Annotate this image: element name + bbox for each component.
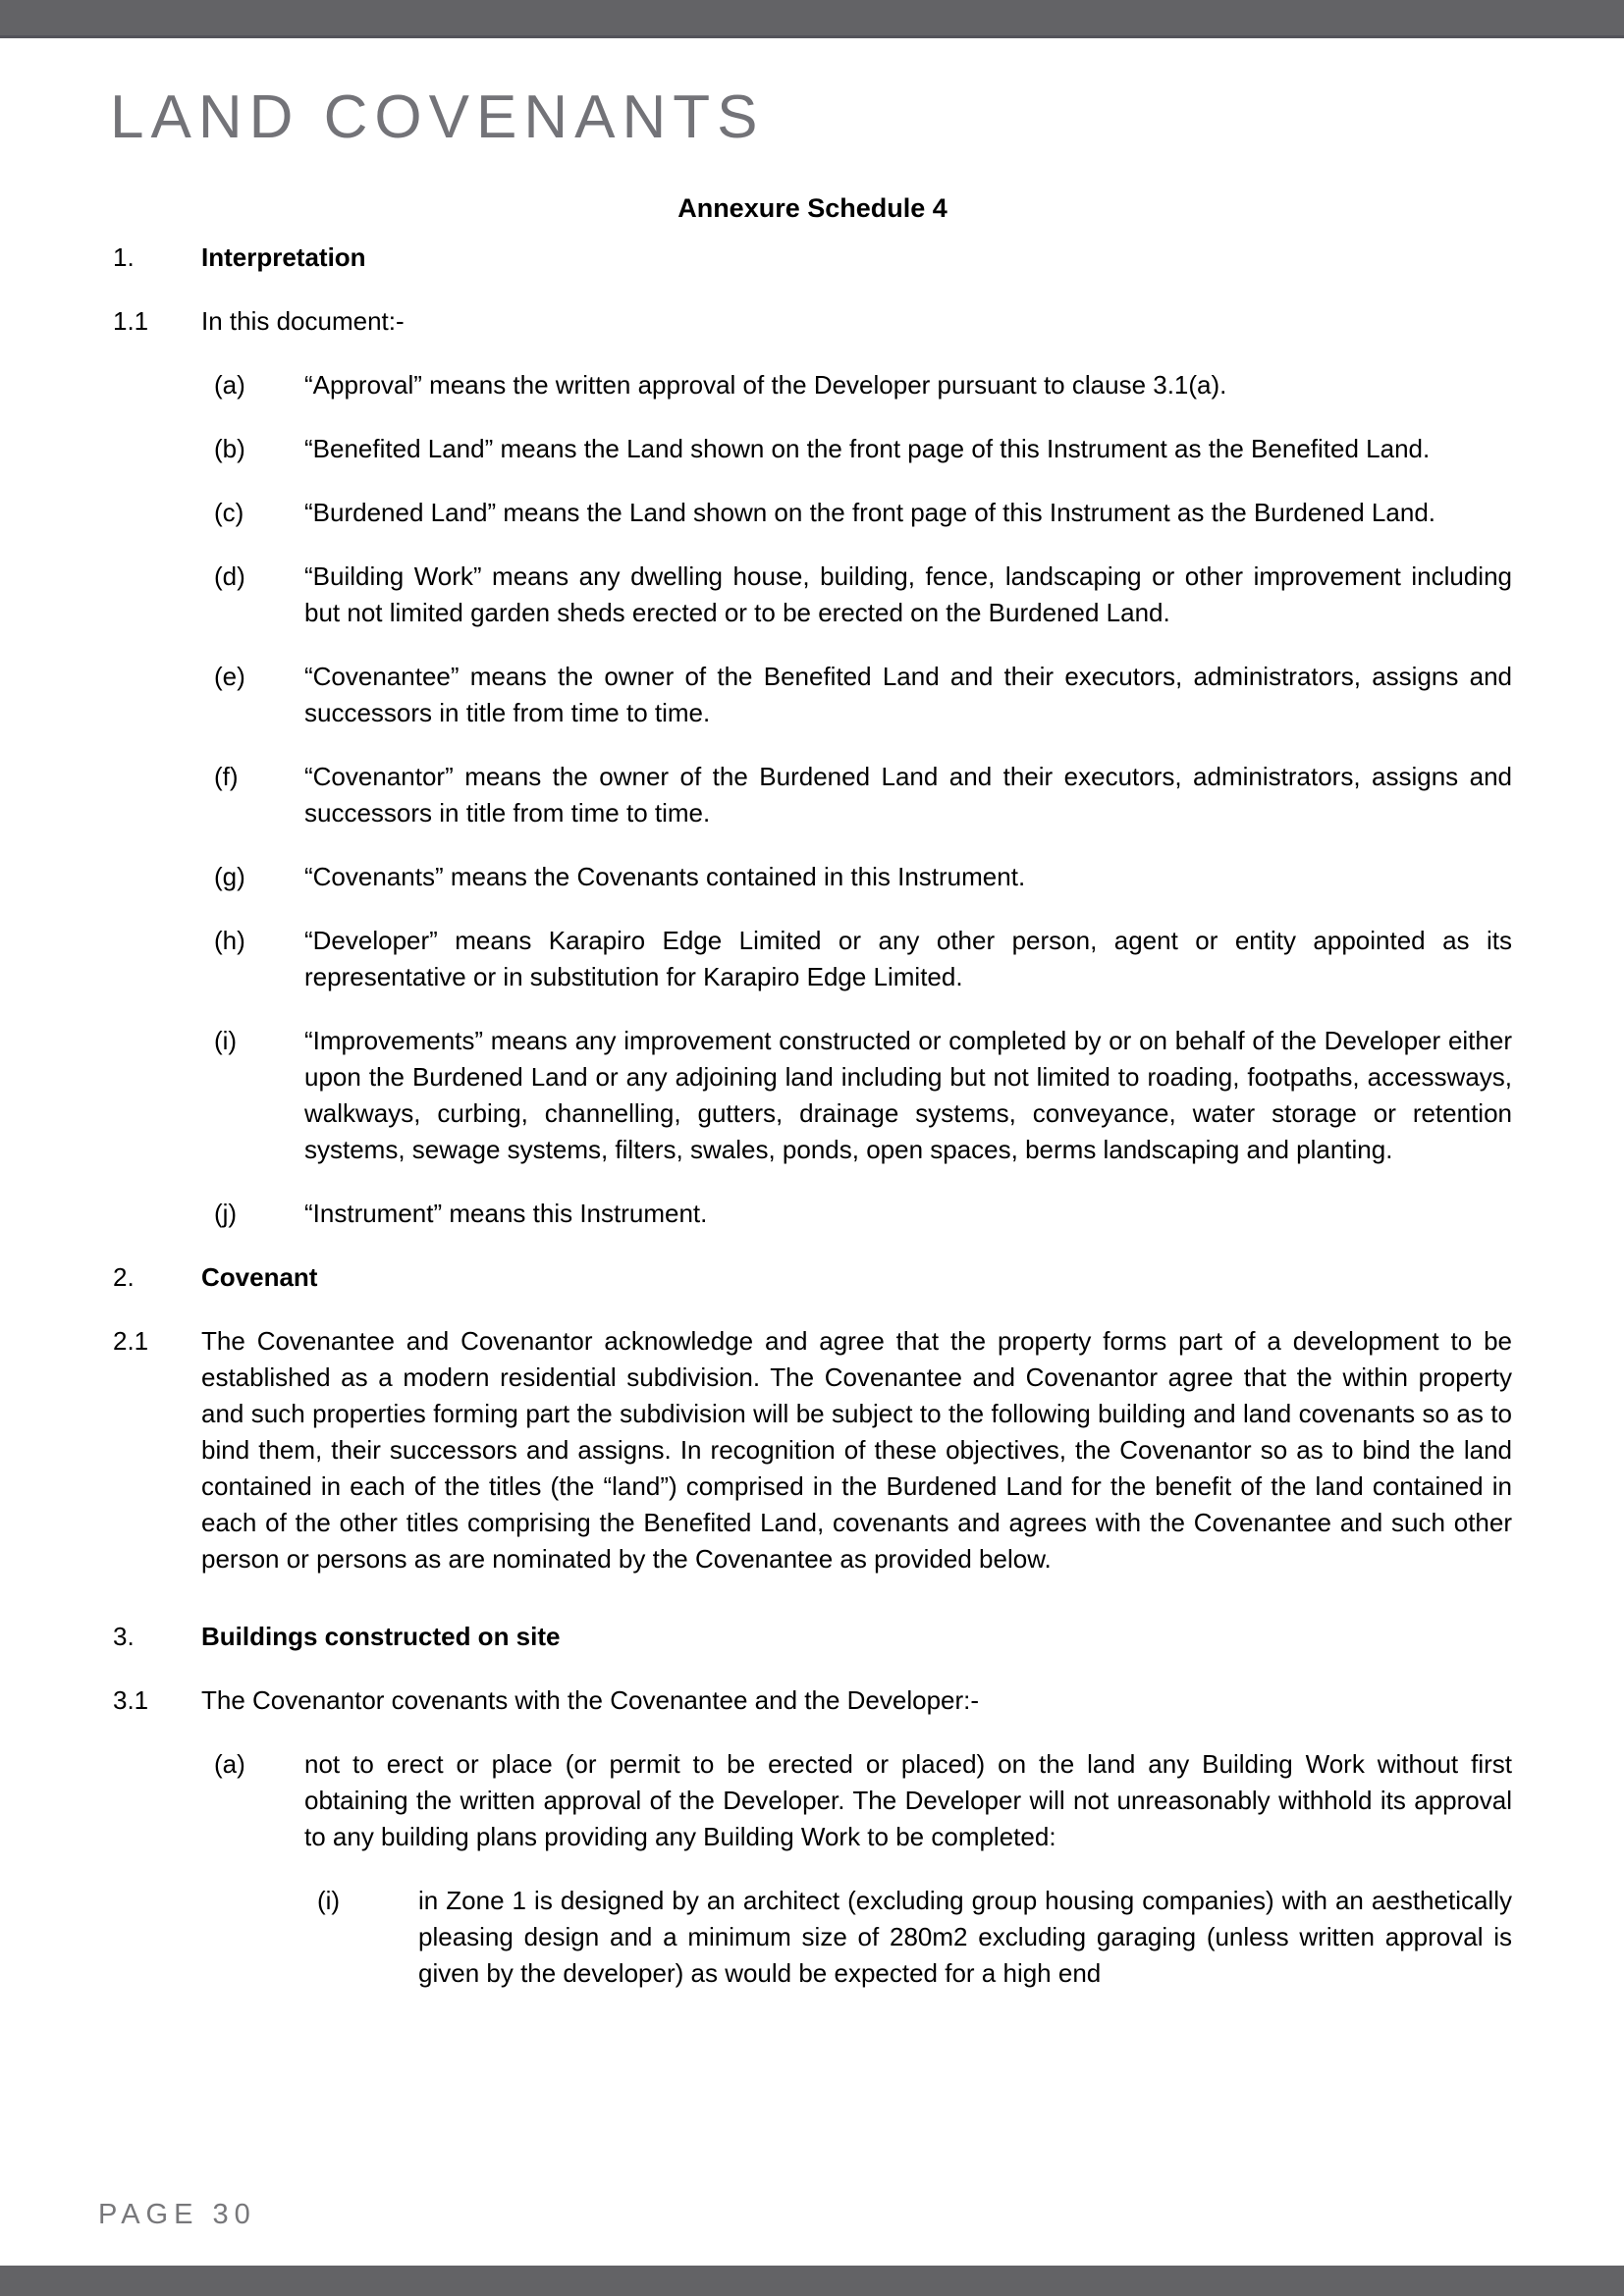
definition-d-row (113, 559, 1512, 631)
definition-b-text: “Benefited Land” means the Land shown on the front page of this Instrument as the Benefited Land. (304, 434, 1431, 463)
clause-3-1-a-i-label: (i) (317, 1886, 341, 1915)
document-body (113, 192, 1512, 2019)
clause-3-1-a-label: (a) (214, 1749, 245, 1779)
definition-i-text: “Improvements” means any improvement constructed or completed by or on behalf of the Developer either upon the Burdened Land or any adjoining land including but not limited to roading, footpaths, accessways, walkways, curbing, channelling, gutters, drainage systems, conveyance, water storage or retention systems, sewage systems, filters, swales, ponds, open spaces, berms landscaping and planting. (304, 1026, 1512, 1164)
definition-j-row (113, 1196, 1512, 1232)
definition-d-text: “Building Work” means any dwelling house, building, fence, landscaping or other improvement including but not limited garden sheds erected or to be erected on the Burdened Land. (304, 561, 1512, 627)
page-number: PAGE 30 (98, 2199, 256, 2230)
top-band (0, 0, 1624, 38)
definition-d-label: (d) (214, 561, 245, 591)
definition-a-label: (a) (214, 370, 245, 400)
clause-3-1-a-i-text: in Zone 1 is designed by an architect (excluding group housing companies) with an aesthetically pleasing design and a minimum size of 280m2 excluding garaging (unless written approval is given by the developer) as would be expected for a high end (418, 1886, 1512, 1988)
clause-3-1-a-i-row (113, 1883, 1512, 1992)
clause-2-1-number: 2.1 (113, 1326, 149, 1356)
definition-a-row (113, 367, 1512, 403)
definition-j-label: (j) (214, 1199, 238, 1228)
definition-c-label: (c) (214, 498, 244, 527)
definition-h-row (113, 923, 1512, 995)
clause-2-heading: Covenant (201, 1262, 318, 1292)
definition-i-label: (i) (214, 1026, 238, 1055)
definition-h-text: “Developer” means Karapiro Edge Limited or any other person, agent or entity appointed as its representative or in substitution for Karapiro Edge Limited. (304, 926, 1512, 991)
definition-g-label: (g) (214, 862, 245, 891)
clause-1-1-number: 1.1 (113, 306, 149, 336)
clause-3-1-a-row (113, 1746, 1512, 1855)
definition-e-text: “Covenantee” means the owner of the Benefited Land and their executors, administrators, assigns and successors in title from time to time. (304, 662, 1512, 727)
definition-f-label: (f) (214, 762, 239, 791)
clause-3-1-row (113, 1682, 1512, 1719)
clause-1-1-row (113, 303, 1512, 340)
definition-c-text: “Burdened Land” means the Land shown on the front page of this Instrument as the Burdened Land. (304, 498, 1435, 527)
clause-2-1-text: The Covenantee and Covenantor acknowledge and agree that the property forms part of a development to be established as a modern residential subdivision. The Covenantee and Covenantor agree that the within property and such properties forming part the subdivision will be subject to the following building and land covenants so as to bind them, their successors and assigns. In recognition of these objectives, the Covenantor so as to bind the land contained in each of the titles (the “land”) comprised in the Burdened Land for the benefit of the land contained in each of the other titles comprising the Benefited Land, covenants and agrees with the Covenantee and such other person or persons as are nominated by the Covenantee as provided below. (201, 1326, 1512, 1574)
definition-b-row (113, 431, 1512, 467)
clause-1-1-text: In this document:- (201, 306, 405, 336)
document-title: LAND COVENANTS (110, 83, 765, 151)
definition-e-row (113, 659, 1512, 731)
definition-g-text: “Covenants” means the Covenants contained in this Instrument. (304, 862, 1026, 891)
clause-3-1-a-text: not to erect or place (or permit to be erected or placed) on the land any Building Work without first obtaining the written approval of the Developer. The Developer will not unreasonably withhold its approval to any building plans providing any Building Work to be completed: (304, 1749, 1512, 1851)
definition-i-row (113, 1023, 1512, 1168)
clause-3-heading-row (113, 1619, 1512, 1655)
clause-1-number: 1. (113, 242, 135, 272)
clause-3-1-text: The Covenantor covenants with the Covenantee and the Developer:- (201, 1685, 980, 1715)
definition-g-row (113, 859, 1512, 895)
definition-e-label: (e) (214, 662, 245, 691)
clause-2-heading-row (113, 1259, 1512, 1296)
definition-b-label: (b) (214, 434, 245, 463)
definition-a-text: “Approval” means the written approval of the Developer pursuant to clause 3.1(a). (304, 370, 1227, 400)
clause-2-1-row (113, 1323, 1512, 1577)
definition-j-text: “Instrument” means this Instrument. (304, 1199, 708, 1228)
bottom-band (0, 2266, 1624, 2296)
annexure-subtitle: Annexure Schedule 4 (677, 193, 947, 223)
clause-1-heading: Interpretation (201, 242, 366, 272)
definition-h-label: (h) (214, 926, 245, 955)
clause-2-number: 2. (113, 1262, 135, 1292)
clause-1-heading-row (113, 240, 1512, 276)
definition-f-text: “Covenantor” means the owner of the Burdened Land and their executors, administrators, assigns and successors in title from time to time. (304, 762, 1512, 828)
definition-c-row (113, 495, 1512, 531)
clause-3-1-number: 3.1 (113, 1685, 149, 1715)
clause-3-heading: Buildings constructed on site (201, 1622, 561, 1651)
definition-f-row (113, 759, 1512, 831)
clause-3-number: 3. (113, 1622, 135, 1651)
